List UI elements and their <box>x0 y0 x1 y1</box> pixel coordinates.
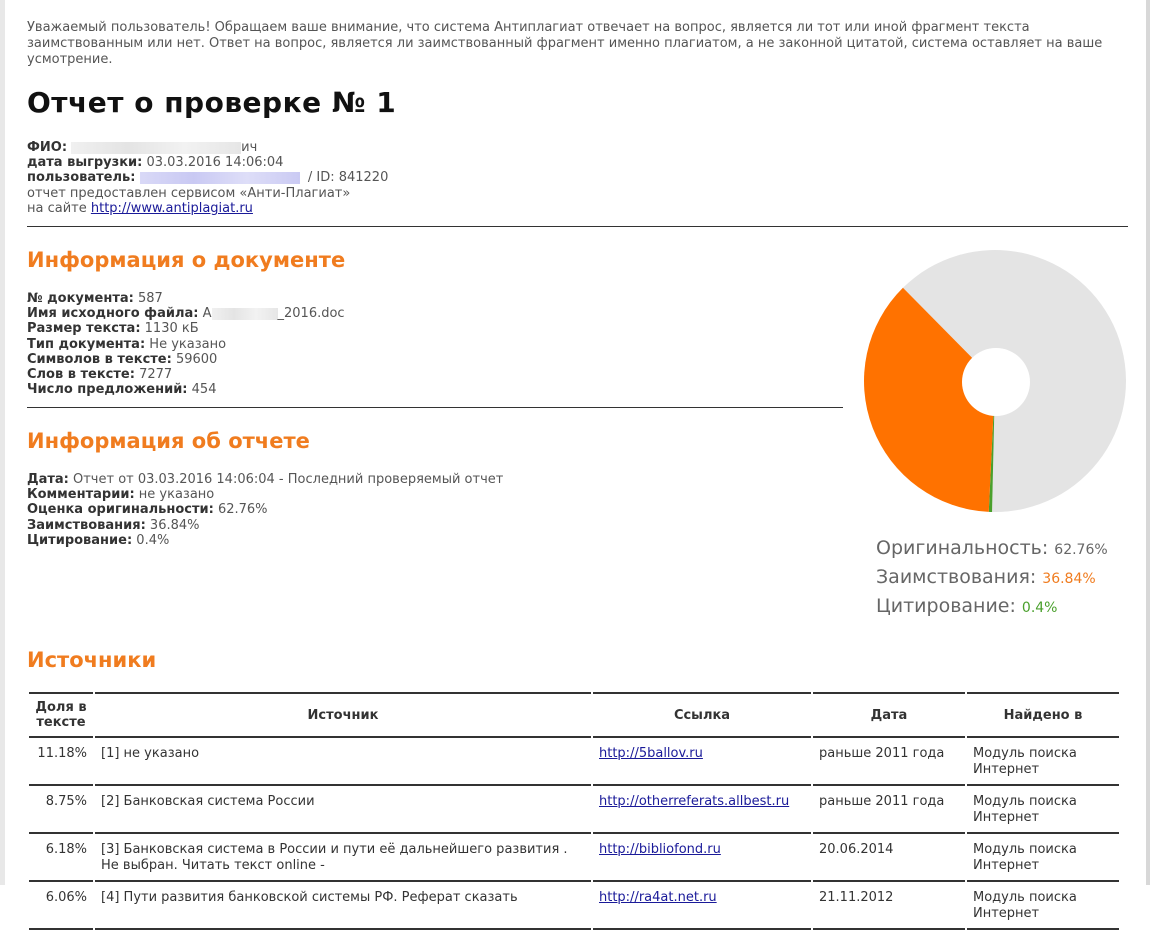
sentences-row <box>27 382 345 397</box>
fio-row <box>27 140 388 155</box>
doc-type-row <box>27 337 345 352</box>
row-source: [4] Пути развития банковской системы РФ. Реферат сказать <box>95 884 591 930</box>
legend-borrowing-value: 36.84% <box>1042 571 1096 587</box>
legend-citation: Цитирование: 0.4% <box>876 595 1058 617</box>
row-source: [1] не указано <box>95 740 591 786</box>
sources-table <box>27 690 1121 932</box>
divider-top <box>27 226 1128 227</box>
disclaimer-notice: Уважаемый пользователь! Обращаем ваше внимание, что система Антиплагиат отвечает на вопрос, является ли тот или иной фрагмент текста заимствованным или нет. Ответ на вопрос, является ли заимствованный фрагмент именно плагиатом, а не законной цитатой, система оставляет на ваше усмотрение. <box>27 20 1103 67</box>
originality-value: 62.76% <box>217 502 268 518</box>
user-row <box>27 170 388 185</box>
doc-number-label: № документа: <box>27 291 134 306</box>
user-id: / ID: 841220 <box>307 170 389 186</box>
chart-legend <box>876 535 1108 622</box>
legend-citation-label: Цитирование <box>876 595 1010 617</box>
report-info-heading: Информация об отчете <box>27 429 310 453</box>
borrowing-value: 36.84% <box>149 517 200 533</box>
col-source: Источник <box>95 692 591 738</box>
file-name-prefix: А <box>202 306 212 322</box>
comments-label: Комментарии: <box>27 487 135 503</box>
doc-info-heading: Информация о документе <box>27 248 346 272</box>
antiplagiat-site-link[interactable]: http://www.antiplagiat.ru <box>90 200 253 216</box>
file-name-label: Имя исходного файла: <box>27 306 199 322</box>
row-link-cell <box>593 740 811 786</box>
originality-row <box>27 502 503 517</box>
col-share: Доля в тексте <box>29 692 93 738</box>
sources-header-row <box>29 692 1119 738</box>
fio-label: ФИО: <box>27 140 68 155</box>
row-share: 6.06% <box>29 884 93 930</box>
row-date: 20.06.2014 <box>813 836 965 882</box>
words-label: Слов в тексте: <box>27 366 135 382</box>
words-value: 7277 <box>139 366 173 382</box>
borrowing-label: Заимствования: <box>27 517 146 533</box>
page-title: Отчет о проверке № 1 <box>27 86 397 119</box>
provided-by: отчет предоставлен сервисом «Анти-Плагиат» <box>27 185 351 201</box>
chars-label: Символов в тексте: <box>27 351 172 367</box>
citation-row <box>27 533 503 548</box>
redacted-name <box>71 142 241 154</box>
user-label: пользователь: <box>27 170 136 186</box>
site-prefix: на сайте <box>27 200 87 216</box>
doc-info-list <box>27 291 345 397</box>
row-date: раньше 2011 года <box>813 740 965 786</box>
originality-pie-chart <box>861 247 1131 517</box>
fio-suffix: ич <box>241 140 258 155</box>
pie-center-hole <box>962 348 1030 416</box>
export-date-value: 03.03.2016 14:06:04 <box>146 155 284 171</box>
comments-value: не указано <box>138 487 215 503</box>
row-date: 21.11.2012 <box>813 884 965 930</box>
chars-row <box>27 352 345 367</box>
col-link: Ссылка <box>593 692 811 738</box>
words-row <box>27 367 345 382</box>
row-share: 11.18% <box>29 740 93 786</box>
row-share: 6.18% <box>29 836 93 882</box>
text-size-label: Размер текста: <box>27 321 141 337</box>
row-link-cell <box>593 884 811 930</box>
left-frame-border <box>0 0 5 885</box>
originality-label: Оценка оригинальности: <box>27 502 214 518</box>
table-row <box>29 788 1119 834</box>
table-row <box>29 740 1119 786</box>
sentences-value: 454 <box>191 382 217 398</box>
legend-originality-value: 62.76% <box>1054 542 1108 558</box>
row-source: [2] Банковская система России <box>95 788 591 834</box>
source-link[interactable]: http://ra4at.net.ru <box>599 890 717 905</box>
citation-label: Цитирование: <box>27 532 133 548</box>
report-date-row <box>27 472 503 487</box>
row-date: раньше 2011 года <box>813 788 965 834</box>
comments-row <box>27 487 503 502</box>
row-found-in: Модуль поиска Интернет <box>967 740 1119 786</box>
doc-type-value: Не указано <box>149 336 227 352</box>
file-name-value: _2016.doc <box>277 306 345 322</box>
source-link[interactable]: http://bibliofond.ru <box>599 842 721 857</box>
redacted-user <box>140 172 300 184</box>
col-found-in: Найдено в <box>967 692 1119 738</box>
col-date: Дата <box>813 692 965 738</box>
doc-number-value: 587 <box>137 291 163 306</box>
legend-citation-value: 0.4% <box>1021 600 1058 616</box>
export-date-row <box>27 155 388 170</box>
report-date-value: Отчет от 03.03.2016 14:06:04 - Последний проверяемый отчет <box>73 472 504 487</box>
report-date-label: Дата: <box>27 472 69 487</box>
borrowing-row <box>27 518 503 533</box>
site-row <box>27 201 388 216</box>
export-date-label: дата выгрузки: <box>27 155 143 171</box>
row-found-in: Модуль поиска Интернет <box>967 788 1119 834</box>
chars-value: 59600 <box>175 351 218 367</box>
row-link-cell <box>593 836 811 882</box>
table-row <box>29 884 1119 930</box>
table-row <box>29 836 1119 882</box>
doc-number-row <box>27 291 345 306</box>
file-name-row <box>27 306 345 321</box>
doc-type-label: Тип документа: <box>27 336 146 352</box>
report-meta <box>27 140 388 216</box>
row-source: [3] Банковская система в России и пути её дальнейшего развития . Не выбран. Читать текст online - <box>95 836 591 882</box>
row-found-in: Модуль поиска Интернет <box>967 836 1119 882</box>
text-size-value: 1130 кБ <box>144 321 199 337</box>
report-info-list <box>27 472 503 548</box>
divider-middle <box>27 407 843 408</box>
legend-borrowing: Заимствования: 36.84% <box>876 566 1096 588</box>
source-link[interactable]: http://otherreferats.allbest.ru <box>599 794 790 809</box>
row-found-in: Модуль поиска Интернет <box>967 884 1119 930</box>
right-frame-border <box>1146 0 1150 885</box>
row-link-cell <box>593 788 811 834</box>
legend-originality: Оригинальность: 62.76% <box>876 537 1108 559</box>
text-size-row <box>27 321 345 336</box>
legend-borrowing-label: Заимствования <box>876 566 1030 588</box>
legend-originality-label: Оригинальность <box>876 537 1042 559</box>
source-link[interactable]: http://5ballov.ru <box>599 746 703 761</box>
citation-value: 0.4% <box>136 532 170 548</box>
sentences-label: Число предложений: <box>27 382 188 398</box>
redacted-file-name <box>212 308 278 320</box>
row-share: 8.75% <box>29 788 93 834</box>
sources-heading: Источники <box>27 648 157 672</box>
